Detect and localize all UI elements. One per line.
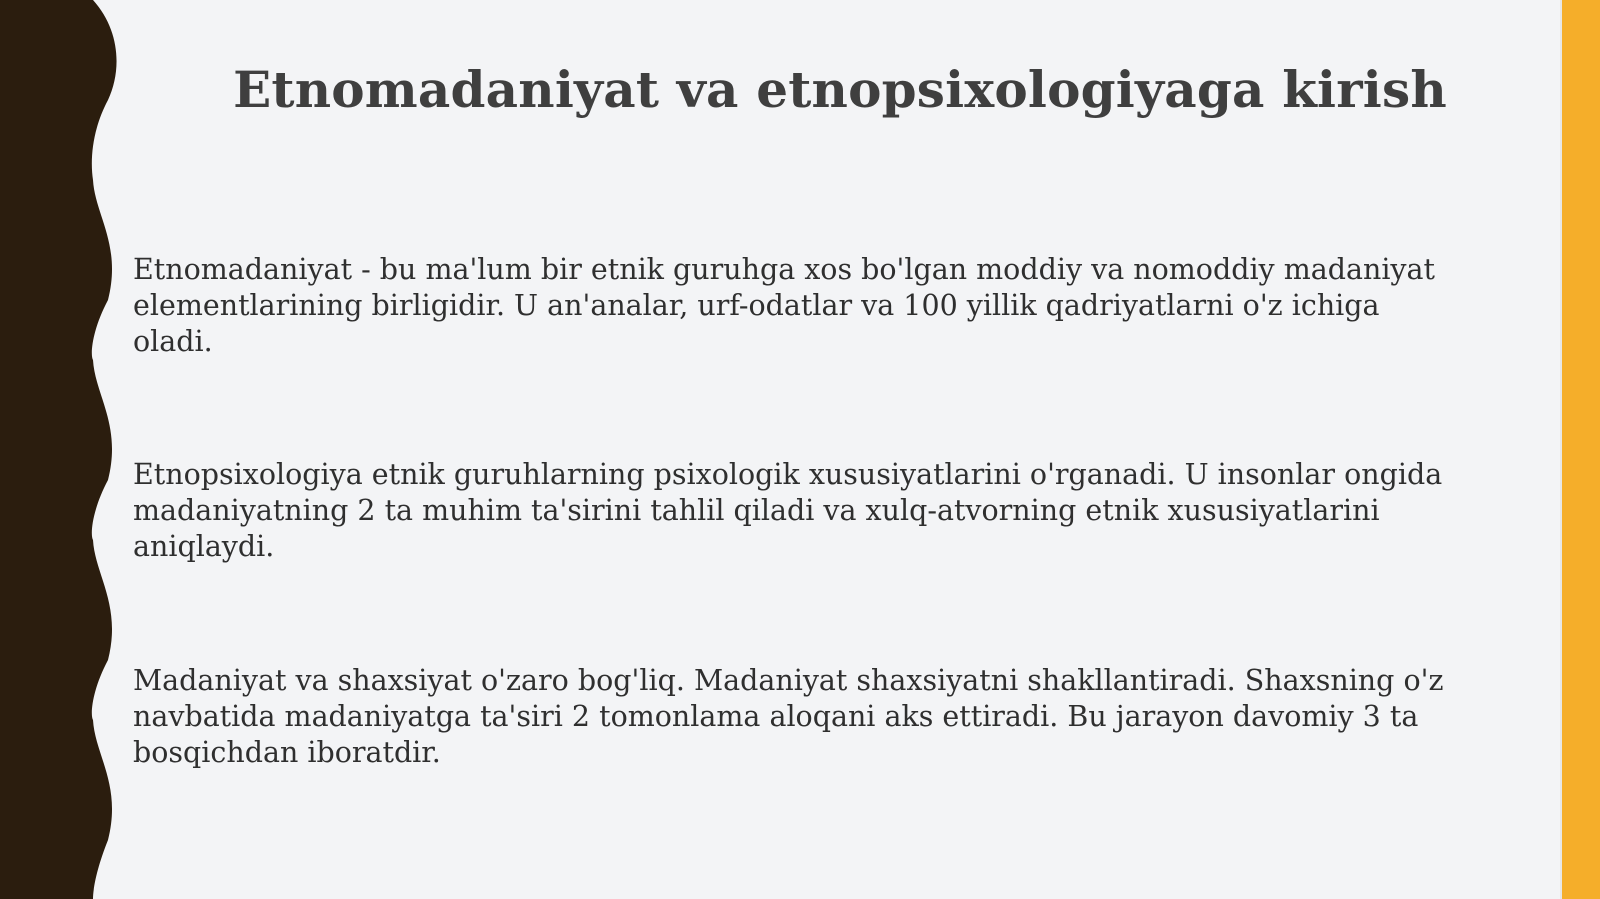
- slide-title: Etnomadaniyat va etnopsixologiyaga kirish: [233, 60, 1447, 119]
- left-wave-band: [0, 0, 130, 899]
- left-wave-shape: [0, 0, 117, 899]
- paragraph-etnopsixologiya: Etnopsixologiya etnik guruhlarning psixologik xususiyatlarini o'rganadi. U insonlar ongida madaniyatning 2 ta muhim ta'sirini tahlil qiladi va xulq-atvorning etnik xususiyatlarini aniqlaydi.: [133, 458, 1443, 563]
- paragraph-etnomadaniyat: Etnomadaniyat - bu ma'lum bir etnik guruhga xos bo'lgan moddiy va nomoddiy madaniyat elementlarining birligidir. U an'analar, urf-odatlar va 100 yillik qadriyatlarni o'z ichiga oladi.: [133, 253, 1435, 358]
- paragraph-madaniyat-shaxsiyat: Madaniyat va shaxsiyat o'zaro bog'liq. Madaniyat shaxsiyatni shakllantiradi. Shaxsning o'z navbatida madaniyatga ta'siri 2 tomonlama aloqani aks ettiradi. Bu jarayon davomiy 3 ta bosqichdan iboratdir.: [133, 664, 1444, 769]
- right-accent-bar: [1562, 0, 1600, 899]
